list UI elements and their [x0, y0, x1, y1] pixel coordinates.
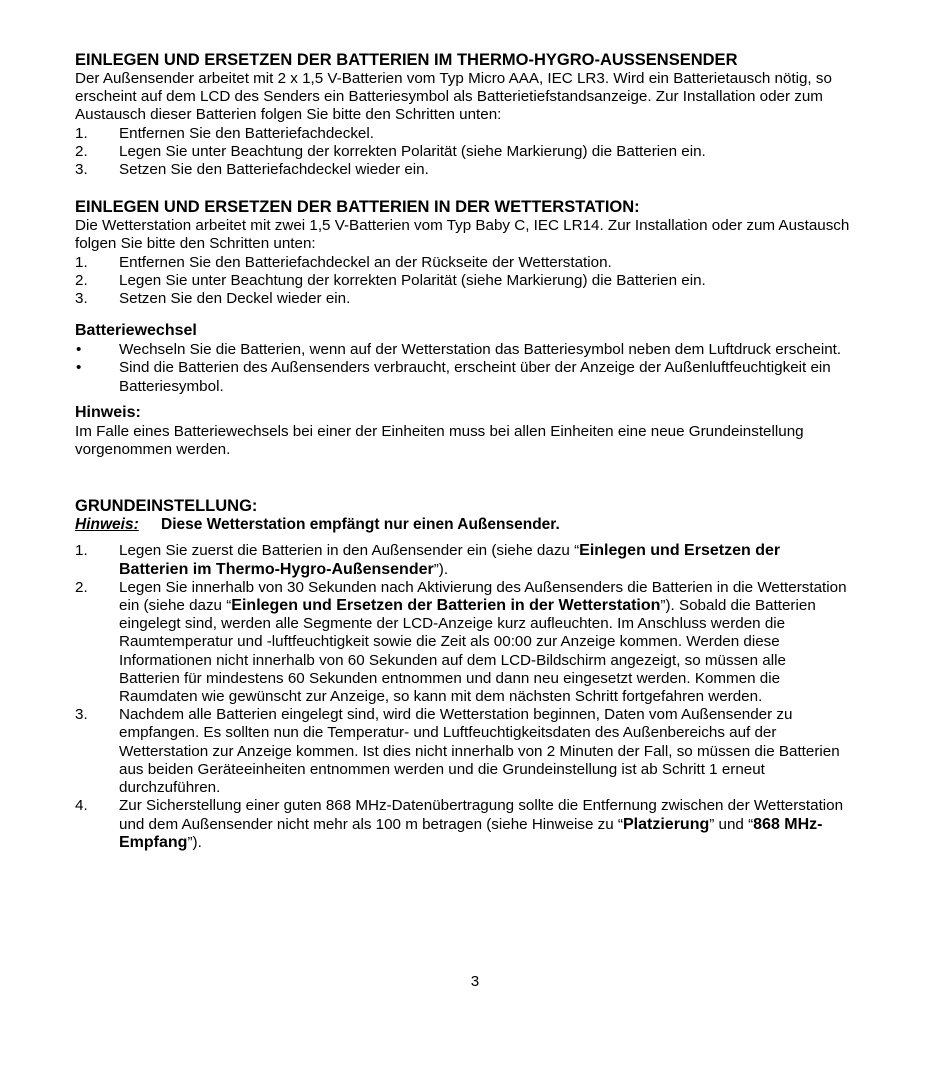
page-number: 3	[470, 973, 480, 990]
section-title: EINLEGEN UND ERSETZEN DER BATTERIEN IM THERMO-HYGRO-AUSSENSENDER	[75, 51, 738, 69]
list-item: 2. Legen Sie innerhalb von 30 Sekunden nach Aktivierung des Außensenders die Batterien in die Wetterstation ein (siehe dazu “Einlegen und Ersetzen der Batterien in der Wetterstation”). Sobald die Batterien eingelegt sind, werden alle Segmente der LCD-Anzeige kurz aufleuchten. Im Anschluss werden die Raumtemperatur und -luftfeuchtigkeit sowie die Zeit als 00:00 zur Anzeige kommen. Werden diese Informationen nicht innerhalb von 60 Sekunden auf dem LCD-Bildschirm angezeigt, so müssen alle Batterien für mindestens 60 Sekunden entnommen und dann neu eingesetzt werden. Kommen die Raumdaten wie gewünscht zur Anzeige, so kann mit dem nächsten Schritt fortgefahren werden.	[75, 578, 847, 706]
section-title: GRUNDEINSTELLUNG:	[75, 497, 258, 516]
section-intro: Der Außensender arbeitet mit 2 x 1,5 V-Batterien vom Typ Micro AAA, IEC LR3. Wird ein Batterietausch nötig, so erscheint auf dem LCD des Senders ein Batteriesymbol als Batterietiefstandsanzeige. Zur Installation oder zum Austausch dieser Batterien folgen Sie bitte den Schritten unten:	[75, 70, 832, 124]
list-item: 3. Nachdem alle Batterien eingelegt sind, wird die Wetterstation beginnen, Daten vom Außensender zu empfangen. Es sollten nun die Temperatur- und Luftfeuchtigkeitsdaten des Außenbereichs auf der Wetterstation zur Anzeige kommen. Ist dies nicht innerhalb von 2 Minuten der Fall, so müssen die Batterien aus beiden Geräteeinheiten entnommen werden und die Grundeinstellung ist ab Schritt 1 erneut durchzuführen.	[75, 706, 840, 797]
list-item: 1. Entfernen Sie den Batteriefachdeckel.	[75, 124, 374, 142]
list-item: 1. Entfernen Sie den Batteriefachdeckel an der Rückseite der Wetterstation.	[75, 253, 612, 271]
steps-list	[75, 254, 850, 309]
bullet-list	[75, 341, 850, 396]
note-label: Hinweis:	[75, 516, 139, 534]
list-item: 1. Legen Sie zuerst die Batterien in den Außensender ein (siehe dazu “Einlegen und Ersetzen der Batterien im Thermo-Hygro-Außensender”).	[75, 542, 781, 578]
list-item: 4. Zur Sicherstellung einer guten 868 MHz-Datenübertragung sollte die Entfernung zwischen der Wetterstation und dem Außensender nicht mehr als 100 m betragen (siehe Hinweise zu “Platzierung” und “868 MHz-Empfang”).	[75, 797, 844, 851]
section-title: Batteriewechsel	[75, 322, 197, 340]
section-station-batteries	[75, 197, 850, 308]
steps-list	[75, 125, 850, 180]
note-text: Diese Wetterstation empfängt nur einen Außensender.	[161, 516, 560, 534]
section-battery-change	[75, 321, 850, 396]
section-title: Hinweis:	[75, 403, 141, 421]
section-note	[75, 403, 850, 459]
list-item: 3. Setzen Sie den Deckel wieder ein.	[75, 290, 351, 308]
setup-note	[75, 516, 850, 534]
list-item: 2. Legen Sie unter Beachtung der korrekten Polarität (siehe Markierung) die Batterien ein.	[75, 271, 706, 289]
section-initial-setup	[75, 496, 850, 852]
section-title: EINLEGEN UND ERSETZEN DER BATTERIEN IN DER WETTERSTATION:	[75, 198, 640, 217]
list-item: • Sind die Batterien des Außensenders verbraucht, erscheint über der Anzeige der Außenluftfeuchtigkeit ein Batteriesymbol.	[76, 359, 831, 395]
section-outdoor-sender-batteries	[75, 50, 850, 179]
steps-list	[75, 542, 850, 851]
list-item: 2. Legen Sie unter Beachtung der korrekten Polarität (siehe Markierung) die Batterien ein.	[75, 142, 706, 160]
note-text: Im Falle eines Batteriewechsels bei einer der Einheiten muss bei allen Einheiten eine neue Grundeinstellung vorgenommen werden.	[75, 422, 804, 459]
list-item: • Wechseln Sie die Batterien, wenn auf der Wetterstation das Batteriesymbol neben dem Luftdruck erscheint.	[76, 341, 842, 359]
section-intro: Die Wetterstation arbeitet mit zwei 1,5 V-Batterien vom Typ Baby C, IEC LR14. Zur Installation oder zum Austausch folgen Sie bitte den Schritten unten:	[75, 217, 850, 253]
document-page	[75, 50, 850, 852]
list-item: 3. Setzen Sie den Batteriefachdeckel wieder ein.	[75, 161, 429, 179]
